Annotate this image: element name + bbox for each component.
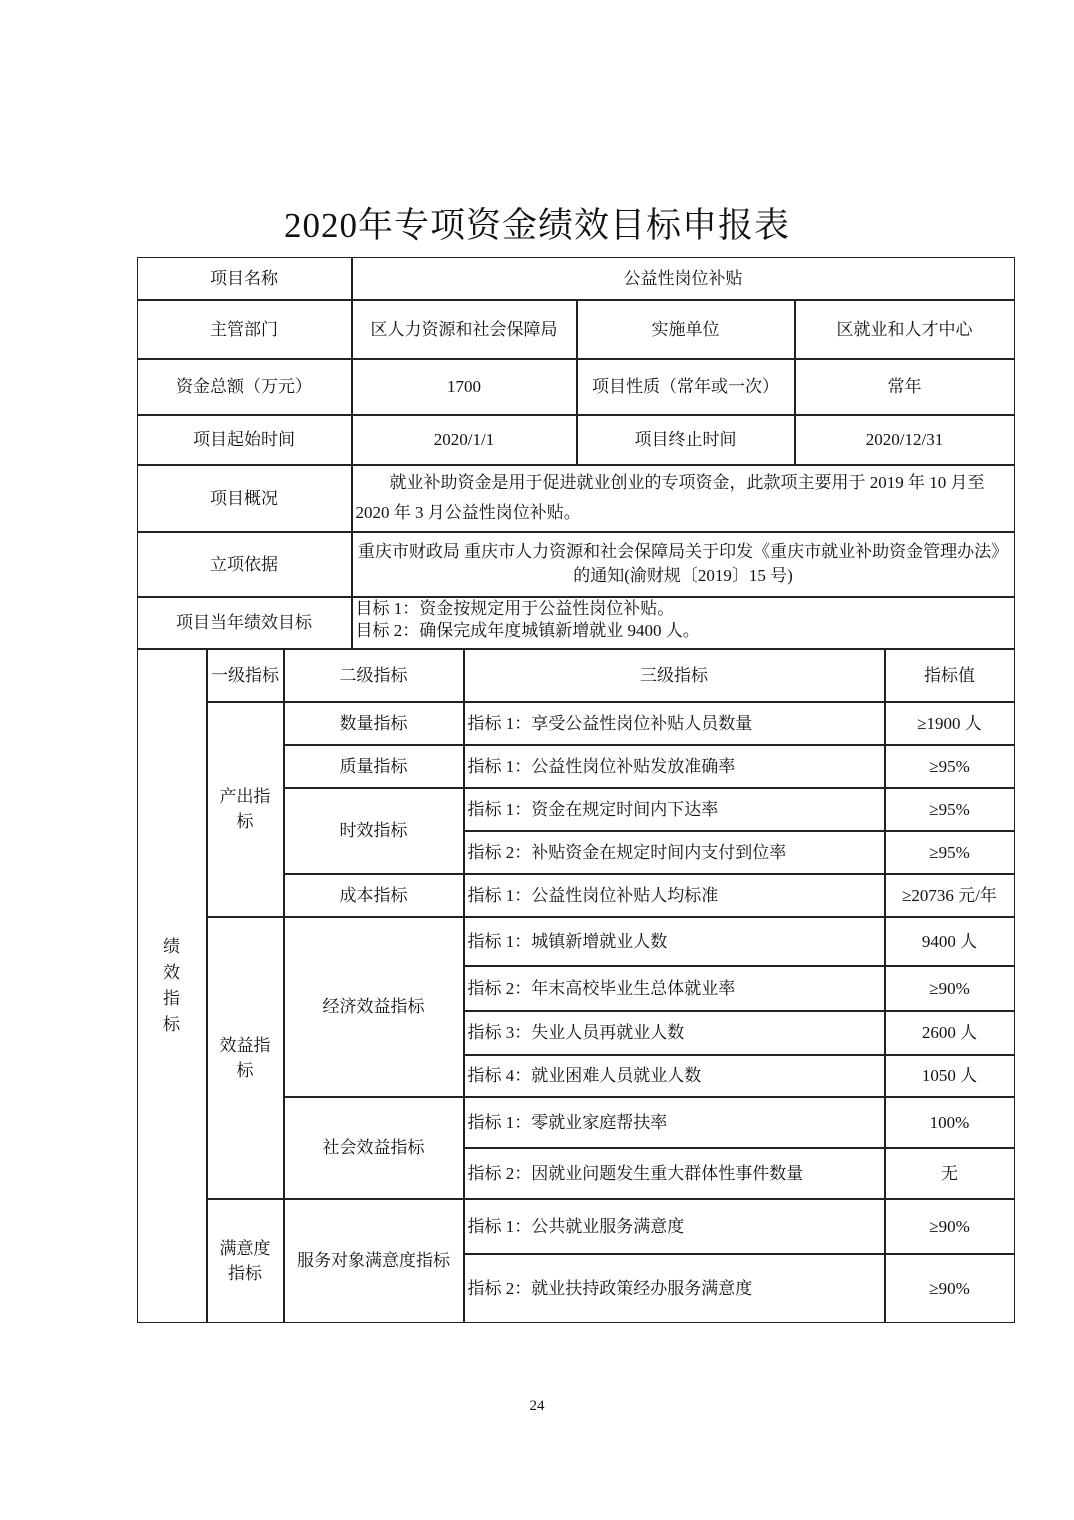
indicator-name: 指标 3：失业人员再就业人数	[464, 1011, 885, 1055]
header-value: 指标值	[885, 649, 1015, 702]
start-date: 2020/1/1	[352, 415, 577, 465]
level2-quantity: 数量指标	[284, 702, 464, 745]
label-overview: 项目概况	[137, 465, 352, 532]
header-level1: 一级指标	[207, 649, 284, 702]
level1-benefit: 效益指标	[207, 917, 284, 1199]
indicator-value: ≥90%	[885, 1254, 1015, 1323]
header-level2: 二级指标	[284, 649, 464, 702]
impl: 区就业和人才中心	[795, 300, 1015, 359]
indicator-value: ≥95%	[885, 788, 1015, 831]
project-name: 公益性岗位补贴	[352, 257, 1015, 300]
indicator-name: 指标 1：城镇新增就业人数	[464, 917, 885, 966]
level2-social: 社会效益指标	[284, 1097, 464, 1199]
label-nature: 项目性质（常年或一次）	[577, 359, 795, 415]
level2-timeliness: 时效指标	[284, 788, 464, 874]
indicator-name: 指标 2：因就业问题发生重大群体性事件数量	[464, 1148, 885, 1199]
label-dept: 主管部门	[137, 300, 352, 359]
level2-cost: 成本指标	[284, 874, 464, 917]
page-number: 24	[529, 1398, 545, 1414]
indicator-name: 指标 2：年末高校毕业生总体就业率	[464, 966, 885, 1011]
label-start: 项目起始时间	[137, 415, 352, 465]
label-project-name: 项目名称	[137, 257, 352, 300]
label-goal: 项目当年绩效目标	[137, 597, 352, 649]
level2-quality: 质量指标	[284, 745, 464, 788]
indicator-value: ≥90%	[885, 966, 1015, 1011]
indicator-value: ≥95%	[885, 745, 1015, 788]
indicator-value: ≥1900 人	[885, 702, 1015, 745]
indicator-value: 100%	[885, 1097, 1015, 1148]
level1-output: 产出指标	[207, 702, 284, 917]
label-fund: 资金总额（万元）	[137, 359, 352, 415]
indicator-value: 无	[885, 1148, 1015, 1199]
label-impl: 实施单位	[577, 300, 795, 359]
header-level3: 三级指标	[464, 649, 885, 702]
indicator-name: 指标 1：公益性岗位补贴发放准确率	[464, 745, 885, 788]
overview: 就业补助资金是用于促进就业创业的专项资金，此款项主要用于 2019 年 10 月至 2020 年 3 月公益性岗位补贴。	[352, 465, 1015, 532]
label-basis: 立项依据	[137, 532, 352, 597]
goal-1: 目标 1：资金按规定用于公益性岗位补贴。	[355, 598, 675, 618]
label-end: 项目终止时间	[577, 415, 795, 465]
indicator-name: 指标 1：资金在规定时间内下达率	[464, 788, 885, 831]
level1-satisfaction: 满意度指标	[207, 1199, 284, 1323]
level2-service-satisfaction: 服务对象满意度指标	[284, 1199, 464, 1323]
goals	[352, 597, 1015, 649]
fund: 1700	[352, 359, 577, 415]
indicator-value: 9400 人	[885, 917, 1015, 966]
basis: 重庆市财政局 重庆市人力资源和社会保障局关于印发《重庆市就业补助资金管理办法》的通知(渝财规〔2019〕15 号)	[352, 532, 1015, 597]
indicator-value: ≥95%	[885, 831, 1015, 874]
indicator-name: 指标 2：就业扶持政策经办服务满意度	[464, 1254, 885, 1323]
indicator-name: 指标 4：就业困难人员就业人数	[464, 1055, 885, 1097]
indicator-value: 1050 人	[885, 1055, 1015, 1097]
indicator-name: 指标 2：补贴资金在规定时间内支付到位率	[464, 831, 885, 874]
page-title: 2020年专项资金绩效目标申报表	[283, 206, 790, 245]
indicator-value: ≥90%	[885, 1199, 1015, 1254]
level2-economic: 经济效益指标	[284, 917, 464, 1097]
indicator-value: ≥20736 元/年	[885, 874, 1015, 917]
indicator-value: 2600 人	[885, 1011, 1015, 1055]
indicator-name: 指标 1：享受公益性岗位补贴人员数量	[464, 702, 885, 745]
indicator-name: 指标 1：零就业家庭帮扶率	[464, 1097, 885, 1148]
nature: 常年	[795, 359, 1015, 415]
goal-2: 目标 2：确保完成年度城镇新增就业 9400 人。	[355, 620, 700, 640]
indicator-name: 指标 1：公共就业服务满意度	[464, 1199, 885, 1254]
indicator-name: 指标 1：公益性岗位补贴人均标准	[464, 874, 885, 917]
dept: 区人力资源和社会保障局	[352, 300, 577, 359]
perf-label: 绩效指标	[137, 649, 207, 1323]
end-date: 2020/12/31	[795, 415, 1015, 465]
